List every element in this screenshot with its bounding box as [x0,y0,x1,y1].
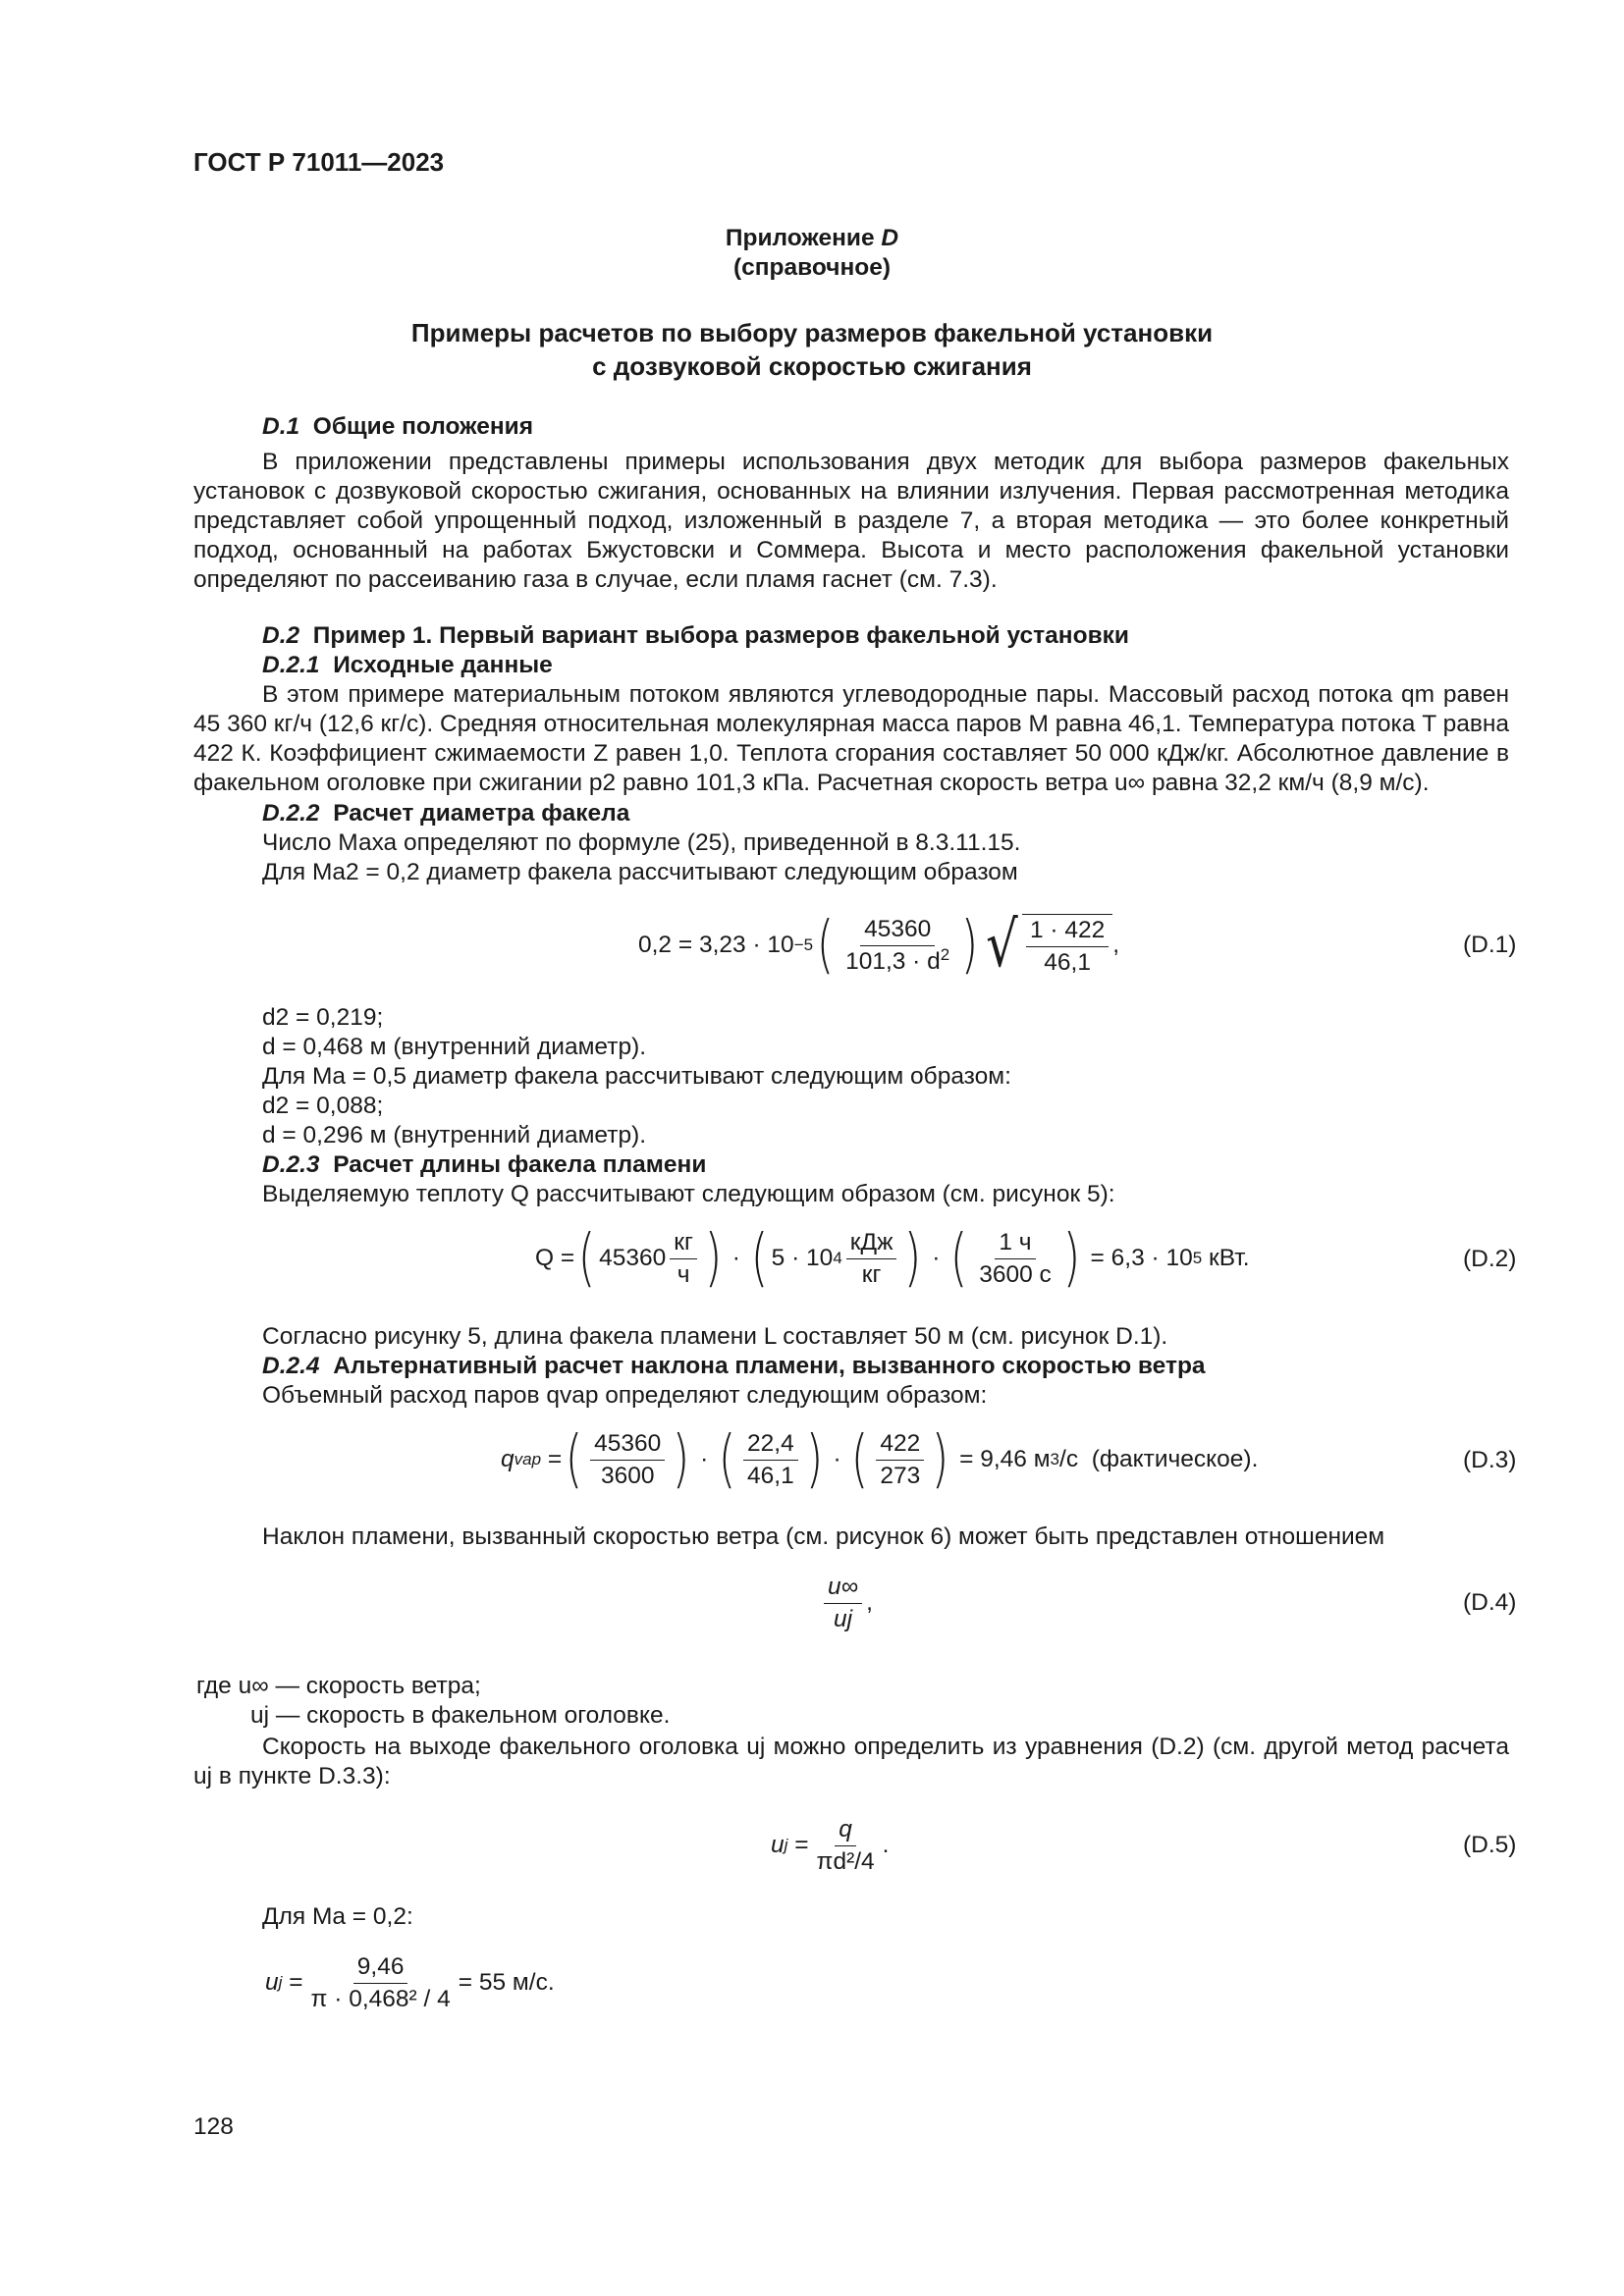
equation-uj-result: u j = $\frac{9,46}{\text{π · 0,468² / 4}}$ = 55 м/с. [265,1952,555,2012]
eq-d1-number: (D.1) [1463,932,1517,958]
d22-res5: d = 0,296 м (внутренний диаметр). [262,1122,647,1148]
eq-d5-number: (D.5) [1463,1832,1517,1858]
annex-title: Приложение D [725,225,899,251]
where-line1: где u∞ — скорость ветра; [196,1673,481,1699]
eq-d4-number: (D.4) [1463,1589,1517,1616]
where-line2: uj — скорость в факельном оголовке. [250,1702,671,1729]
annex-heading-line1: Примеры расчетов по выбору размеров факельной установки [410,318,1214,347]
section-d21-heading: D.2.1 Исходные данные [262,652,553,678]
equation-d5: u j = $\frac{q}{\text{πd²/4}}$ . [771,1815,890,1875]
section-d22-heading: D.2.2 Расчет диаметра факела [262,800,630,827]
d24-line1: Объемный расход паров qvap определяют следующим образом: [262,1382,988,1409]
d23-line1: Выделяемую теплоту Q рассчитывают следующим образом (см. рисунок 5): [262,1181,1115,1207]
d22-res2: d = 0,468 м (внутренний диаметр). [262,1034,647,1060]
equation-d3: q vap = ( $\frac{45360}{3600}$ ) · ( $\frac{22,4}{46,1}$ ) · ( $\frac{422}{273}$ ) = 9,46 м 3 /с (фактическое). [501,1423,1259,1496]
section-d23-heading: D.2.3 Расчет длины факела пламени [262,1151,707,1178]
d23-after: Согласно рисунку 5, длина факела пламени L составляет 50 м (см. рисунок D.1). [262,1323,1168,1350]
section-d1-heading: D.1 Общие положения [262,413,533,440]
eq-d2-number: (D.2) [1463,1246,1517,1272]
section-d24-heading: D.2.4 Альтернативный расчет наклона пламени, вызванного скоростью ветра [262,1353,1206,1379]
d24-line3: Скорость на выходе факельного оголовка uj можно определить из уравнения (D.2) (см. другой метод расчета uj в пункте D.3.3): [193,1734,1509,1789]
section-d2-heading: D.2 Пример 1. Первый вариант выбора размеров факельной установки [262,622,1129,649]
section-d1-text: В приложении представлены примеры использования двух методик для выбора размеров факельных установок с дозвуковой скоростью сжигания, основанных на влиянии излучения. Первая рассмотренная методика представляет собой упрощенный подход, изложенный в разделе 7, а вторая методика — это более конкретный подход, основанный на работах Бжустовски и Соммера. Высота и место расположения факельной установки определяют по рассеиванию газа в случае, если пламя гаснет (см. 7.3). [193,449,1509,593]
d22-res3: Для Ma = 0,5 диаметр факела рассчитывают следующим образом: [262,1063,1011,1090]
d22-line1: Число Маха определяют по формуле (25), приведенной в 8.3.11.15. [262,829,1021,856]
d24-line4: Для Ma = 0,2: [262,1903,413,1930]
section-d21-text: В этом примере материальным потоком являются углеводородные пары. Массовый расход потока qm равен 45 360 кг/ч (12,6 кг/с). Средняя относительная молекулярная масса паров M равна 46,1. Температура потока T равна 422 К. Коэффициент сжимаемости Z равен 1,0. Теплота сгорания составляет 50 000 кДж/кг. Абсолютное давление в факельном оголовке при сжигании p2 равно 101,3 кПа. Расчетная скорость ветра u∞ равна 32,2 км/ч (8,9 м/с). [193,681,1509,796]
eq-d3-number: (D.3) [1463,1447,1517,1473]
page-number: 128 [193,2113,234,2140]
document-code: ГОСТ Р 71011—2023 [193,147,445,177]
d22-line2: Для Ma2 = 0,2 диаметр факела рассчитывают следующим образом [262,859,1018,885]
equation-d4: $\frac{u\infty}{uj}$ , [820,1569,873,1637]
d24-line2: Наклон пламени, вызванный скоростью ветра (см. рисунок 6) может быть представлен отношением [262,1523,1385,1550]
annex-heading-line2: с дозвуковой скоростью сжигания [592,351,1032,381]
equation-d2: Q = ( 45360 $\frac{кг}{ч}$ ) · ( 5 · 10 4 $\frac{\text{кДж}}{кг}$ ) · ( $\frac{1 ч}{3600 с}$ ) = 6,3 · 10 5 кВт. [535,1222,1250,1295]
d22-res1: d2 = 0,219; [262,1004,384,1031]
annex-kind: (справочное) [732,254,892,281]
equation-d1: 0,2 = 3,23 · 10 −5 ( $\frac{45360}{101,3 \cdot d^2}$ ) √ $\frac{1 \cdot 422}{46,1}$ , [638,909,1120,982]
d22-res4: d2 = 0,088; [262,1093,384,1119]
